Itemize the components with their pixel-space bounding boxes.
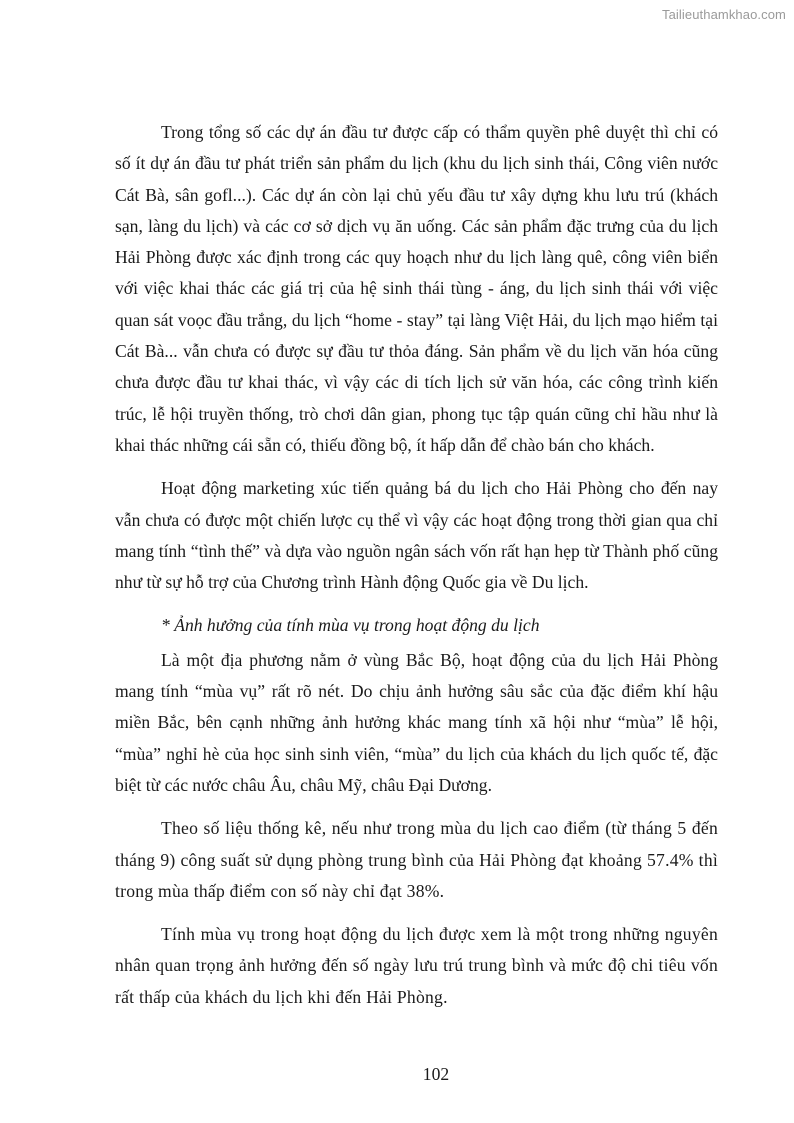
paragraph-conclusion: Tính mùa vụ trong hoạt động du lịch được xem là một trong những nguyên nhân quan trọng ảnh hưởng đến số ngày lưu trú trung bình và mức độ chi tiêu vốn rất thấp của khách du lịch khi đến Hải Phòng. [115, 924, 718, 1007]
watermark: Tailieuthamkhao.com [661, 7, 786, 22]
document-body [115, 117, 718, 1025]
paragraph-statistics: Theo số liệu thống kê, nếu như trong mùa du lịch cao điểm (từ tháng 5 đến tháng 9) công suất sử dụng phòng trung bình của Hải Phòng đạt khoảng 57.4% thì trong mùa thấp điểm con số này chỉ đạt 38%. [115, 818, 718, 901]
paragraph-investment-projects: Trong tổng số các dự án đầu tư được cấp có thẩm quyền phê duyệt thì chỉ có số ít dự án đầu tư phát triển sản phẩm du lịch (khu du lịch sinh thái, Công viên nước Cát Bà, sân gofl...). Các dự án còn lại chủ yếu đầu tư xây dựng khu lưu trú (khách sạn, làng du lịch) và các cơ sở dịch vụ ăn uống. Các sản phẩm đặc trưng của du lịch Hải Phòng được xác định trong các quy hoạch như du lịch làng quê, công viên biển với việc khai thác các giá trị của hệ sinh thái tùng - áng, du lịch sinh thái với việc quan sát voọc đầu trắng, du lịch “home - stay” tại làng Việt Hải, du lịch mạo hiểm tại Cát Bà... vẫn chưa có được sự đầu tư thỏa đáng. Sản phẩm về du lịch văn hóa cũng chưa được đầu tư khai thác, vì vậy các di tích lịch sử văn hóa, các công trình kiến trúc, lễ hội truyền thống, trò chơi dân gian, phong tục tập quán cũng chỉ hầu như là khai thác những cái sẵn có, thiếu đồng bộ, ít hấp dẫn để chào bán cho khách. [115, 122, 718, 455]
paragraph-marketing: Hoạt động marketing xúc tiến quảng bá du lịch cho Hải Phòng cho đến nay vẫn chưa có được một chiến lược cụ thể vì vậy các hoạt động trong thời gian qua chỉ mang tính “tình thế” và dựa vào nguồn ngân sách vốn rất hạn hẹp từ Thành phố cũng như từ sự hỗ trợ của Chương trình Hành động Quốc gia về Du lịch. [115, 478, 718, 593]
paragraph-seasonality: Là một địa phương nằm ở vùng Bắc Bộ, hoạt động của du lịch Hải Phòng mang tính “mùa vụ” rất rõ nét. Do chịu ảnh hưởng sâu sắc của đặc điểm khí hậu miền Bắc, bên cạnh những ảnh hưởng khác mang tính xã hội như “mùa” lễ hội, “mùa” nghỉ hè của học sinh sinh viên, “mùa” du lịch của khách du lịch quốc tế, đặc biệt từ các nước châu Âu, châu Mỹ, châu Đại Dương. [115, 649, 718, 795]
section-heading-seasonality: * Ảnh hưởng của tính mùa vụ trong hoạt động du lịch [161, 615, 540, 636]
page-number: 102 [422, 1064, 450, 1084]
